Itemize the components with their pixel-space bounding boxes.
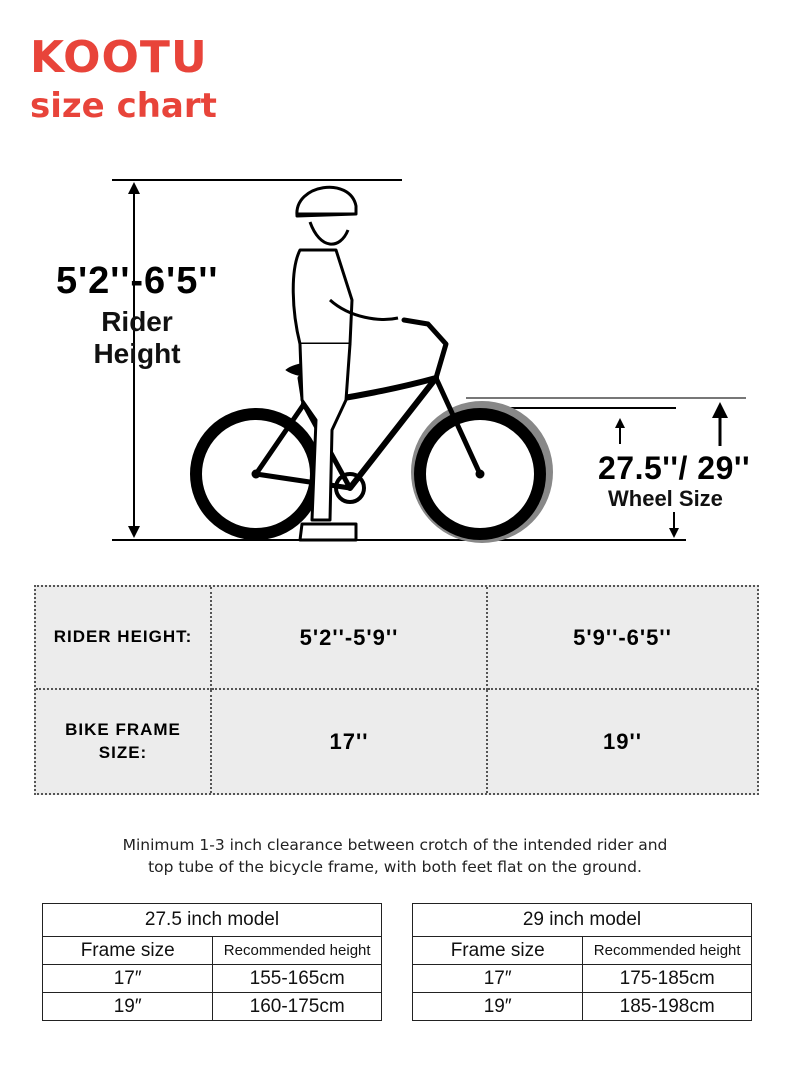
rider-height-range: 5'2''-6'5'' xyxy=(56,260,219,302)
brand-logo: KOOTU xyxy=(30,32,208,83)
model-title: 27.5 inch model xyxy=(43,904,382,937)
wheel-arrow-down-icon xyxy=(669,528,679,538)
clearance-note xyxy=(0,834,790,878)
rider-height-label: Rider Height xyxy=(93,306,181,370)
height-cell: 155-165cm xyxy=(213,965,382,993)
height-cell: 175-185cm xyxy=(583,965,752,993)
arrow-down-icon xyxy=(128,526,140,538)
row-label-rider-height: RIDER HEIGHT: xyxy=(36,587,212,690)
rider-height-small: 5'2''-5'9'' xyxy=(212,587,488,690)
bicycle-icon xyxy=(196,320,546,536)
note-line-2: top tube of the bicycle frame, with both feet flat on the ground. xyxy=(148,858,642,876)
size-grid xyxy=(34,585,759,795)
header-frame-size: Frame size xyxy=(413,937,583,965)
header-recommended-height: Recommended height xyxy=(583,937,752,965)
wheel-arrow-large-icon xyxy=(712,402,728,418)
height-cell: 160-175cm xyxy=(213,993,382,1021)
model-table-275 xyxy=(42,903,382,1021)
frame-cell: 17″ xyxy=(43,965,213,993)
frame-size-large: 19'' xyxy=(603,728,642,754)
frame-cell: 19″ xyxy=(43,993,213,1021)
wheel-arrow-small-icon xyxy=(615,418,625,428)
wheel-size-label: Wheel Size xyxy=(608,486,723,511)
note-line-1: Minimum 1-3 inch clearance between crotch of the intended rider and xyxy=(122,836,668,854)
header-frame-size: Frame size xyxy=(43,937,213,965)
rider-height-large: 5'9''-6'5'' xyxy=(488,587,757,690)
table-row xyxy=(43,965,382,993)
model-table-29 xyxy=(412,903,752,1021)
page-subtitle: size chart xyxy=(30,86,217,126)
frame-cell: 17″ xyxy=(413,965,583,993)
arrow-up-icon xyxy=(128,182,140,194)
header-recommended-height: Recommended height xyxy=(213,937,382,965)
table-row xyxy=(413,965,752,993)
table-row xyxy=(413,993,752,1021)
frame-cell: 19″ xyxy=(413,993,583,1021)
frame-size-small: 17'' xyxy=(212,690,488,793)
row-label-frame-size: BIKE FRAME SIZE: xyxy=(36,690,212,793)
model-title: 29 inch model xyxy=(413,904,752,937)
table-row xyxy=(43,993,382,1021)
height-cell: 185-198cm xyxy=(583,993,752,1021)
wheel-size-value: 27.5''/ 29'' xyxy=(598,450,751,486)
